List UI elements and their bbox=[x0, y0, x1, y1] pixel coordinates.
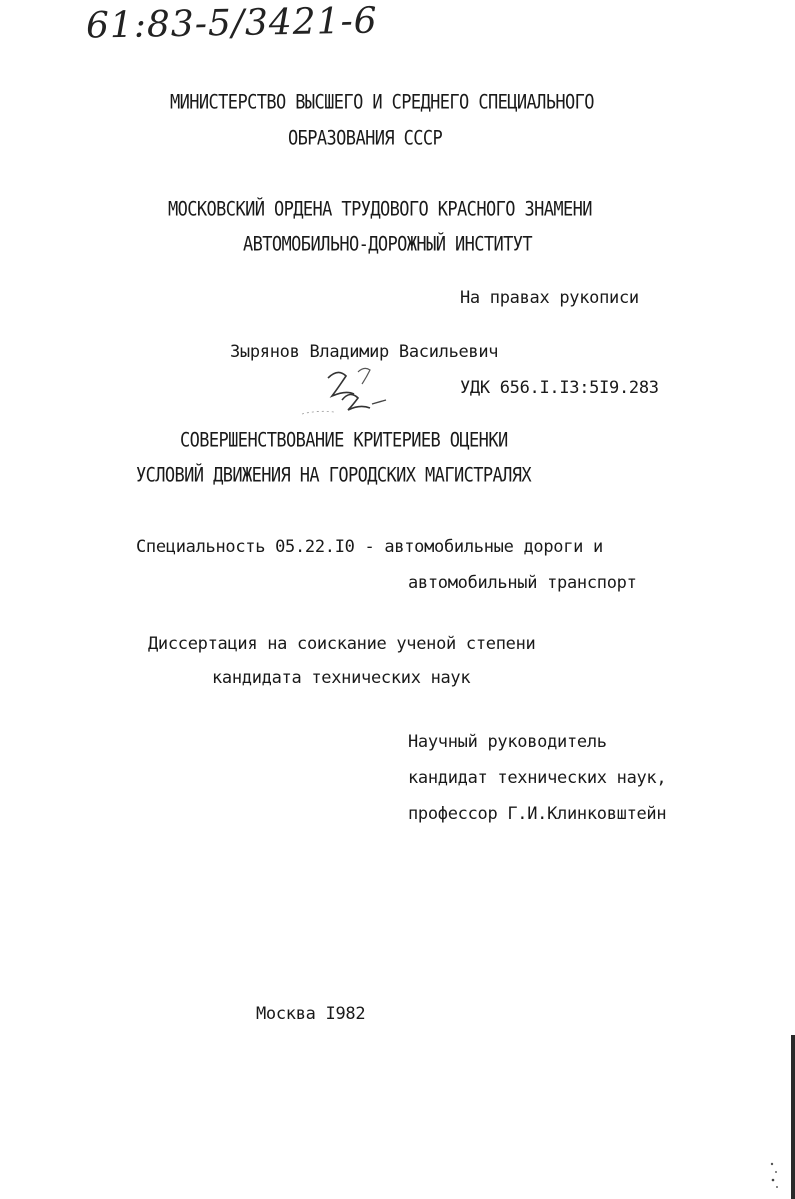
manuscript-rights-note: На правах рукописи bbox=[460, 288, 639, 308]
supervisor-line-3: профессор Г.И.Клинковштейн bbox=[408, 804, 667, 824]
udc-code: УДК 656.I.I3:5I9.283 bbox=[460, 378, 659, 398]
archive-number-handwritten: 61:83-5/3421-6 bbox=[85, 0, 378, 47]
author-name: Зырянов Владимир Васильевич bbox=[230, 342, 499, 362]
scan-edge-shadow bbox=[791, 1035, 795, 1199]
institute-line-1: МОСКОВСКИЙ ОРДЕНА ТРУДОВОГО КРАСНОГО ЗНАМЕНИ bbox=[168, 198, 592, 222]
ministry-line-2: ОБРАЗОВАНИЯ СССР bbox=[288, 127, 443, 151]
city-year: Москва I982 bbox=[256, 1004, 366, 1024]
dissertation-line-1: Диссертация на соискание ученой степени bbox=[148, 634, 536, 654]
scan-noise-icon bbox=[768, 1160, 782, 1190]
supervisor-line-2: кандидат технических наук, bbox=[408, 768, 667, 788]
ministry-line-1: МИНИСТЕРСТВО ВЫСШЕГО И СРЕДНЕГО СПЕЦИАЛЬНОГО bbox=[170, 91, 594, 115]
signature-scribble-icon bbox=[298, 360, 388, 420]
institute-line-2: АВТОМОБИЛЬНО-ДОРОЖНЫЙ ИНСТИТУТ bbox=[243, 233, 533, 257]
supervisor-line-1: Научный руководитель bbox=[408, 732, 607, 752]
specialty-line-2: автомобильный транспорт bbox=[408, 573, 637, 593]
title-line-2: УСЛОВИЙ ДВИЖЕНИЯ НА ГОРОДСКИХ МАГИСТРАЛЯХ bbox=[136, 464, 532, 488]
title-line-1: СОВЕРШЕНСТВОВАНИЕ КРИТЕРИЕВ ОЦЕНКИ bbox=[180, 429, 508, 453]
specialty-line-1: Специальность 05.22.I0 - автомобильные дороги и bbox=[136, 537, 603, 557]
dissertation-line-2: кандидата технических наук bbox=[212, 668, 471, 688]
